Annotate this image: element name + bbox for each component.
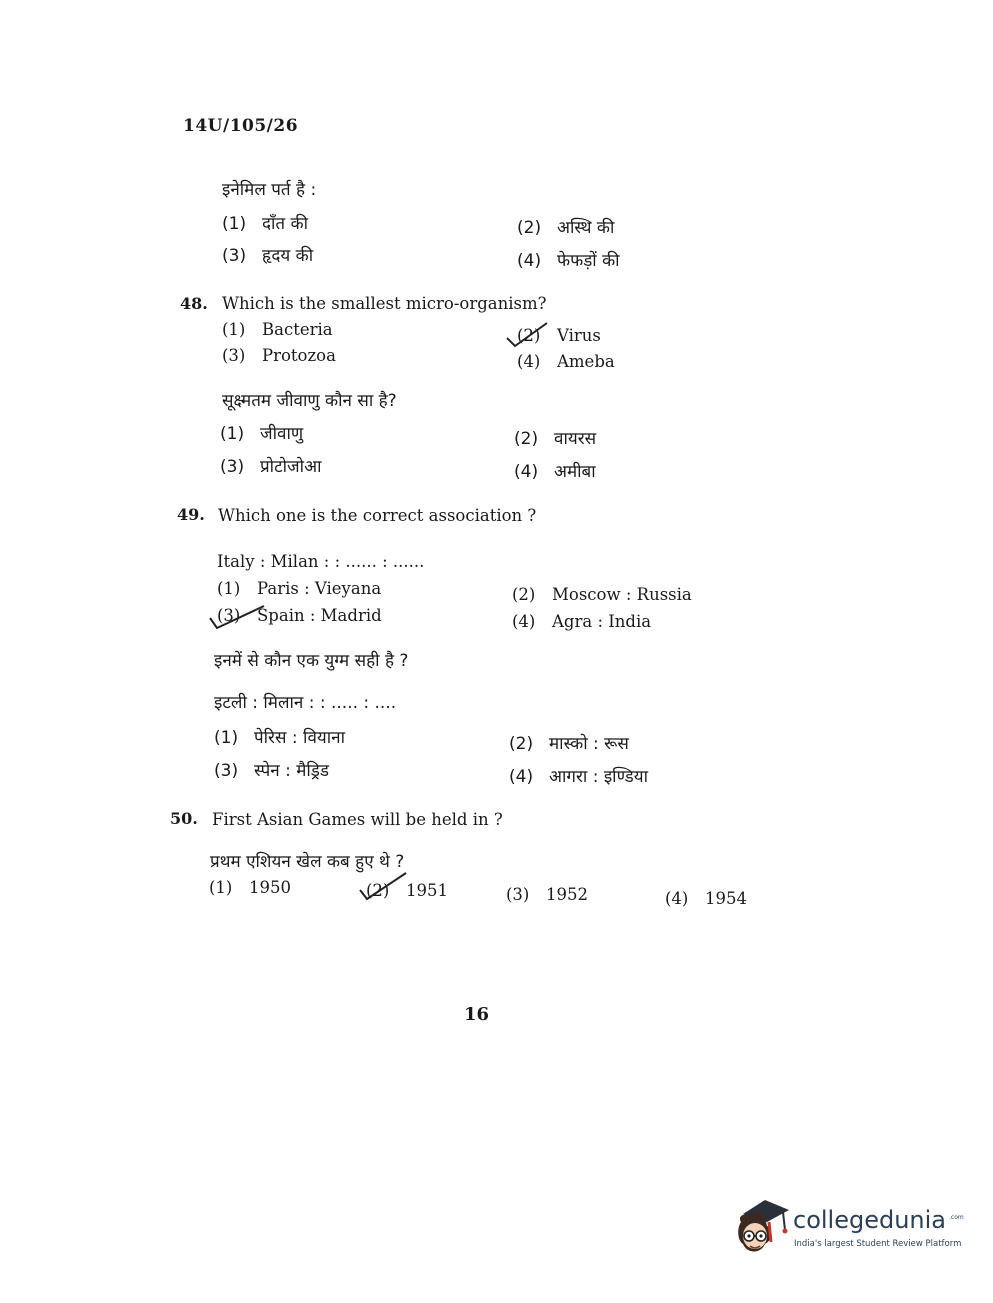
- q49-option-4: [512, 612, 651, 631]
- q48-question-hindi: सूक्ष्मतम जीवाणु कौन सा है?: [222, 391, 397, 411]
- q48-option-2: [517, 326, 601, 345]
- q49-question-hindi: इनमें से कौन एक युग्म सही है ?: [214, 651, 409, 671]
- option-label: (1): [217, 579, 241, 598]
- option-label: (3): [222, 246, 247, 266]
- q47-option-2: [517, 215, 614, 238]
- option-text: फेफड़ों की: [557, 251, 620, 271]
- option-label: (2): [517, 326, 541, 345]
- option-label: (4): [509, 767, 534, 787]
- option-label: (1): [220, 424, 245, 444]
- option-text: प्रोटोजोआ: [260, 457, 322, 477]
- option-label: (4): [517, 352, 541, 371]
- q49-analogy-hindi: इटली : मिलान : : ..... : ....: [214, 693, 397, 713]
- option-label: (3): [214, 761, 239, 781]
- option-text: Moscow : Russia: [552, 585, 692, 604]
- option-label: (4): [514, 462, 539, 482]
- logo-suffix: .com: [949, 1214, 964, 1221]
- q50-question-hindi: प्रथम एशियन खेल कब हुए थे ?: [210, 852, 405, 872]
- option-label: (3): [222, 346, 246, 365]
- q49-analogy-english: Italy : Milan : : ...... : ......: [217, 552, 425, 571]
- q50-number: 50.: [170, 809, 198, 828]
- q47-option-4: [517, 248, 620, 271]
- option-text: दाँत की: [262, 214, 308, 234]
- q48-option-4: [517, 352, 615, 371]
- mascot-icon: [733, 1196, 791, 1260]
- option-label: (3): [506, 885, 530, 904]
- option-text: 1954: [705, 889, 747, 908]
- logo-tagline: India's largest Student Review Platform: [794, 1239, 962, 1249]
- q48-hindi-option-2: [514, 426, 596, 449]
- q48-question-english: Which is the smallest micro-organism?: [222, 294, 547, 313]
- option-text: जीवाणु: [260, 424, 304, 444]
- q48-hindi-option-3: [220, 454, 321, 477]
- q48-option-1: [222, 320, 333, 339]
- option-text: Paris : Vieyana: [257, 579, 382, 598]
- q49-option-2: [512, 585, 692, 604]
- q50-option-1: [209, 878, 291, 897]
- q47-question-hindi: इनेमिल पर्त है :: [222, 180, 317, 200]
- option-text: Ameba: [557, 352, 615, 371]
- option-text: Bacteria: [262, 320, 333, 339]
- q49-hindi-option-3: [214, 758, 329, 781]
- option-text: 1952: [546, 885, 588, 904]
- option-label: (4): [517, 251, 542, 271]
- q48-hindi-option-4: [514, 459, 596, 482]
- q49-number: 49.: [177, 505, 205, 524]
- option-label: (1): [209, 878, 233, 897]
- page-number: 16: [464, 1004, 490, 1025]
- option-text: Agra : India: [552, 612, 652, 631]
- q49-option-1: [217, 579, 381, 598]
- option-text: पेरिस : वियाना: [254, 728, 345, 748]
- option-text: Protozoa: [262, 346, 336, 365]
- option-label: (2): [366, 881, 390, 900]
- option-label: (1): [222, 214, 247, 234]
- option-text: 1950: [249, 878, 291, 897]
- q48-option-3: [222, 346, 336, 365]
- q47-option-1: [222, 211, 308, 234]
- option-label: (2): [512, 585, 536, 604]
- q50-question-english: First Asian Games will be held in ?: [212, 810, 503, 829]
- option-text: हृदय की: [262, 246, 314, 266]
- q48-number: 48.: [180, 294, 208, 313]
- option-label: (2): [509, 734, 534, 754]
- option-label: (4): [665, 889, 689, 908]
- collegedunia-logo: [733, 1196, 963, 1260]
- q49-hindi-option-4: [509, 764, 648, 787]
- q49-question-english: Which one is the correct association ?: [218, 506, 537, 525]
- option-text: अमीबा: [554, 462, 596, 482]
- option-text: 1951: [406, 881, 448, 900]
- q48-hindi-option-1: [220, 421, 303, 444]
- q50-option-3: [506, 885, 588, 904]
- option-label: (4): [512, 612, 536, 631]
- logo-name: collegedunia: [793, 1206, 947, 1234]
- option-text: Spain : Madrid: [257, 606, 382, 625]
- paper-code: 14U/105/26: [183, 116, 299, 136]
- option-label: (3): [220, 457, 245, 477]
- option-text: आगरा : इण्डिया: [549, 767, 649, 787]
- option-label: (2): [517, 218, 542, 238]
- option-label: (1): [222, 320, 246, 339]
- option-text: अस्थि की: [557, 218, 615, 238]
- q50-option-2: [366, 881, 448, 900]
- q49-hindi-option-2: [509, 731, 629, 754]
- q49-option-3: [217, 606, 382, 625]
- q47-option-3: [222, 243, 313, 266]
- option-label: (3): [217, 606, 241, 625]
- q49-hindi-option-1: [214, 725, 345, 748]
- option-text: स्पेन : मैड्रिड: [254, 761, 329, 781]
- q50-option-4: [665, 889, 747, 908]
- option-label: (2): [514, 429, 539, 449]
- option-text: Virus: [557, 326, 601, 345]
- option-label: (1): [214, 728, 239, 748]
- option-text: मास्को : रूस: [549, 734, 629, 754]
- option-text: वायरस: [554, 429, 597, 449]
